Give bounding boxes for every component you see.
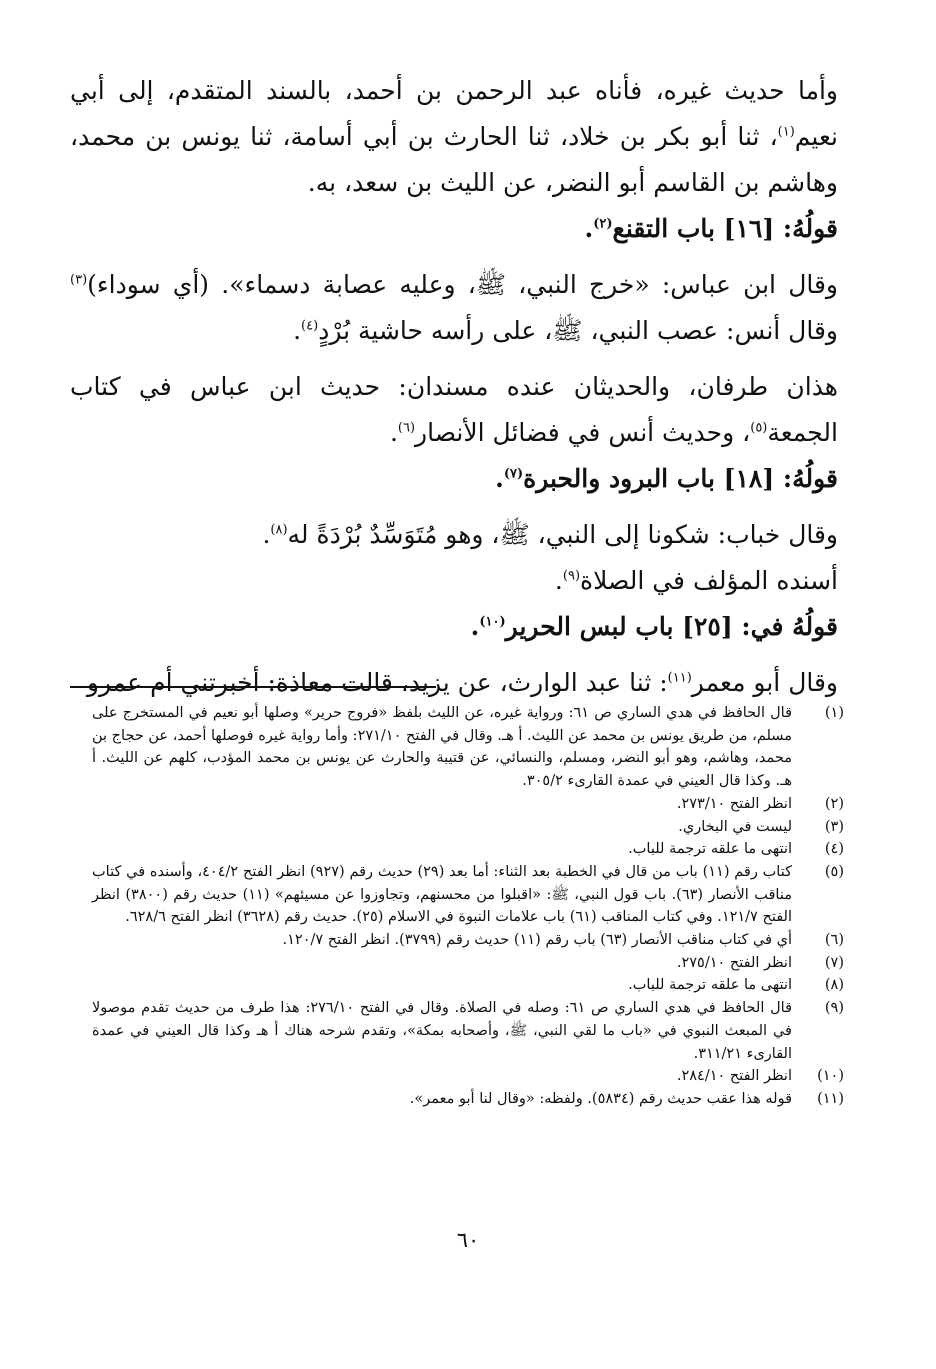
footnote-item bbox=[92, 997, 844, 1065]
page-number: ٦٠ bbox=[456, 1228, 480, 1252]
footnote-ref: (٥) bbox=[750, 420, 768, 436]
footnote-number: (٧) bbox=[824, 954, 844, 971]
footnote-item bbox=[92, 793, 844, 816]
footnote-text: انتهى ما علقه ترجمة للباب. bbox=[628, 977, 792, 994]
paragraph-isnad-note: أسنده المؤلف في الصلاة$^{(٩)}$. bbox=[554, 566, 838, 595]
footnote-text: قوله هذا عقب حديث رقم (٥٨٣٤). ولفظه: «وقال لنا أبو معمر». bbox=[409, 1090, 792, 1107]
footnote-item bbox=[92, 861, 844, 929]
footnote-text: قال الحافظ في هدي الساري ص ٦١: وصله في الصلاة. وقال في الفتح ٢٧٦/١٠: هذا طرف من حديث تقدم موصولا في المبعث النبوي في «باب ما لقي النبي، ﷺ، وأصحابه بمكة»، وتقدم شرحه هناك أ هـ وكذا قال العيني في عمدة القارىء ٣١١/٢١. bbox=[92, 1000, 793, 1062]
footnote-text: ليست في البخاري. bbox=[678, 818, 792, 835]
footnote-ref: (١) bbox=[777, 124, 795, 140]
footnote-separator bbox=[70, 686, 436, 688]
footnote-number: (٥) bbox=[824, 863, 844, 880]
footnote-ref: (٣) bbox=[70, 272, 88, 288]
footnote-number: (٢) bbox=[824, 795, 844, 812]
footnote-ref: (١١) bbox=[667, 670, 692, 686]
footnotes bbox=[92, 702, 844, 1111]
footnote-number: (١٠) bbox=[817, 1068, 844, 1085]
chapter-heading-25: قولُهُ في: [٢٥] باب لبس الحرير$^{(١٠)}$. bbox=[470, 612, 838, 641]
paragraph-ibn-abbas: وقال ابن عباس: «خرج النبي، ﷺ، وعليه عصابة دسماء». (أي سوداء)$^{(٣)}$ وقال أنس: عصب النبي، ﷺ، على رأسه حاشية بُرْدٍ$^{(٤)}$. bbox=[70, 270, 838, 345]
footnote-item bbox=[92, 929, 844, 952]
footnote-number: (٣) bbox=[824, 818, 844, 835]
footnote-ref: (١٠) bbox=[479, 614, 506, 630]
footnote-text: انظر الفتح ٢٧٥/١٠. bbox=[676, 954, 792, 971]
footnote-number: (٤) bbox=[824, 841, 844, 858]
footnote-item bbox=[92, 838, 844, 861]
footnote-ref: (٩) bbox=[562, 568, 581, 584]
paragraph-abu-mamar: وقال أبو معمر$^{(١١)}$: ثنا عبد الوارث، عن يزيد، قالت معاذة: أخبرتني أم عمرو bbox=[86, 668, 838, 697]
footnote-item bbox=[92, 952, 844, 975]
footnote-number: (٩) bbox=[824, 1000, 844, 1017]
paragraph-khabbab: وقال خباب: شكونا إلى النبي، ﷺ، وهو مُتَوَسِّدٌ بُرْدَةً له$^{(٨)}$. bbox=[262, 520, 838, 549]
footnote-ref: (٨) bbox=[270, 522, 288, 538]
footnote-number: (١١) bbox=[817, 1090, 844, 1107]
footnote-text: كتاب رقم (١١) باب من قال في الخطبة بعد الثناء: أما بعد (٢٩) حديث رقم (٩٢٧) انظر الفتح ٤٠٤/٢، وأسنده في كتاب مناقب الأنصار (٦٣). باب قول النبي، ﷺ: «اقبلوا من محسنهم، وتجاوزوا عن مسيئهم» (١١) حديث رقم (٣٨٠٠) انظر الفتح ١٢١/٧. وفي كتاب المناقب (٦١) باب علامات النبوة في الاسلام (٢٥). حديث رقم (٣٦٢٨) انظر الفتح ٦٢٨/٦. bbox=[92, 863, 792, 926]
footnote-ref: (٢) bbox=[593, 216, 613, 232]
footnote-item bbox=[92, 974, 844, 997]
footnote-item bbox=[92, 816, 844, 839]
footnote-item bbox=[92, 1088, 844, 1111]
footnote-ref: (٧) bbox=[503, 466, 524, 482]
footnote-ref: (٤) bbox=[301, 318, 319, 334]
footnote-item bbox=[92, 1065, 844, 1088]
footnote-text: أي في كتاب مناقب الأنصار (٦٣) باب رقم (١١) حديث رقم (٣٧٩٩). انظر الفتح ١٢٠/٧. bbox=[282, 932, 792, 949]
chapter-heading-16: قولُهُ: [١٦] باب التقنع$^{(٢)}$. bbox=[584, 214, 838, 243]
footnote-number: (٦) bbox=[824, 932, 844, 949]
paragraph-hadith-chain: وأما حديث غيره، فأناه عبد الرحمن بن أحمد، بالسند المتقدم، إلى أبي نعيم$^{(١)}$، ثنا أبو بكر بن خلاد، ثنا الحارث بن أبي أسامة، ثنا يونس بن محمد، وهاشم بن القاسم أبو النضر، عن الليث بن سعد، به. bbox=[70, 76, 838, 197]
footnote-number: (٨) bbox=[824, 977, 844, 994]
footnote-text: انظر الفتح ٢٧٣/١٠. bbox=[676, 795, 792, 812]
main-text bbox=[70, 68, 838, 706]
footnote-text: قال الحافظ في هدي الساري ص ٦١: ورواية غيره، عن الليث بلفظ «فروج حرير» وصلها أبو نعيم في المستخرج على مسلم، من طريق يونس بن محمد عن الليث. أ هـ. وقال في الفتح ٢٧١/١٠: وأما رواية غيره فوصلها أحمد، عن حجاج بن محمد، وهاشم، وهو أبو النضر، ومسلم، والنسائي، عن قتيبة والحارث عن يونس بن محمد المؤدب، كلهم عن الليث. أ هـ. وكذا قال العيني في عمدة القارىء ٣٠٥/٢. bbox=[92, 705, 793, 790]
footnote-item bbox=[92, 702, 844, 793]
footnote-text: انظر الفتح ٢٨٤/١٠. bbox=[676, 1068, 792, 1085]
footnote-text: انتهى ما علقه ترجمة للباب. bbox=[628, 841, 792, 858]
paragraph-two-narrations: هذان طرفان، والحديثان عنده مسندان: حديث ابن عباس في كتاب الجمعة$^{(٥)}$، وحديث أنس في فضائل الأنصار$^{(٦)}$. bbox=[70, 372, 838, 447]
chapter-heading-18: قولُهُ: [١٨] باب البرود والحبرة$^{(٧)}$. bbox=[495, 464, 838, 493]
footnote-number: (١) bbox=[824, 705, 844, 721]
footnote-ref: (٦) bbox=[397, 420, 416, 436]
